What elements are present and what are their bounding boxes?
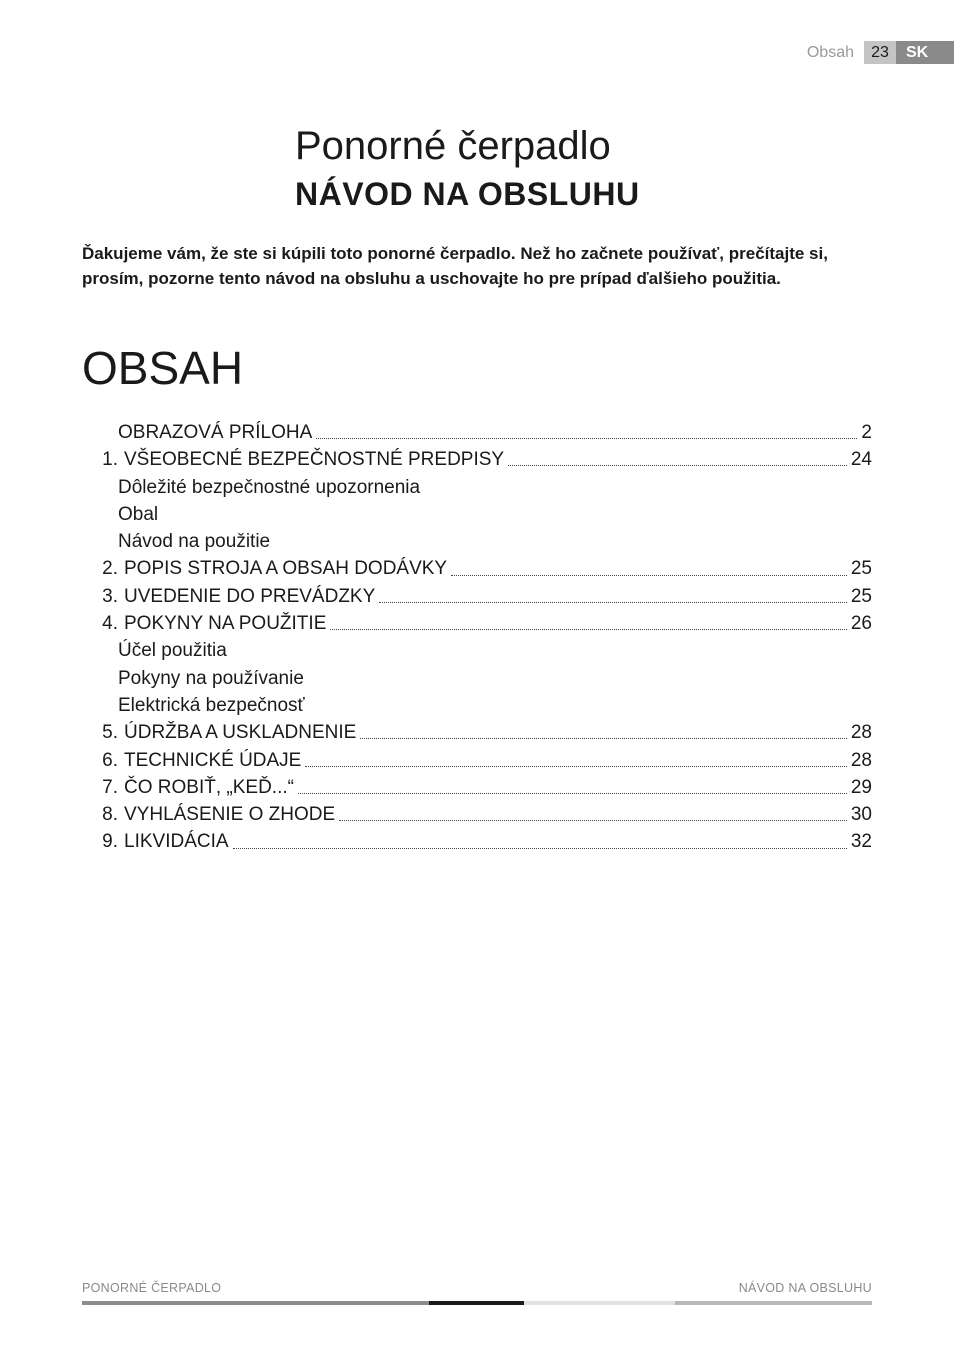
- toc-item-page: 2: [861, 422, 872, 443]
- toc-item: [82, 501, 872, 528]
- footer-bar: [82, 1301, 872, 1305]
- toc-item-number: 9.: [102, 831, 118, 853]
- toc-item-title: Pokyny na používanie: [118, 667, 304, 689]
- toc-item-number: 3.: [102, 585, 118, 607]
- toc-item: [82, 801, 872, 828]
- toc-item: [82, 610, 872, 637]
- toc-item: [82, 555, 872, 582]
- toc-item-title: LIKVIDÁCIA: [124, 831, 229, 853]
- toc-item: [82, 474, 872, 501]
- page-header-tab: [807, 41, 954, 64]
- toc-item-page: 29: [850, 776, 872, 798]
- toc-item: [82, 828, 872, 855]
- toc-item-title: Návod na použitie: [118, 531, 271, 553]
- toc-item-page: 30: [850, 804, 872, 826]
- toc-item-page: 24: [850, 449, 872, 471]
- footer-manual-name: NÁVOD NA OBSLUHU: [738, 1281, 872, 1295]
- toc-item: [82, 446, 872, 473]
- page-footer: [82, 1281, 872, 1295]
- toc-item: [82, 637, 872, 664]
- toc-item-number: 6.: [102, 749, 118, 771]
- toc-item-page: 25: [850, 585, 872, 607]
- toc-item: [82, 583, 872, 610]
- footer-bar-segment: [429, 1301, 524, 1305]
- toc-item-page: 25: [850, 558, 872, 580]
- toc-item: [82, 774, 872, 801]
- toc-dot-leader: [298, 793, 847, 794]
- toc-dot-leader: [330, 629, 846, 630]
- toc-dot-leader: [508, 465, 847, 466]
- toc-item: [82, 419, 872, 446]
- intro-paragraph: Ďakujeme vám, že ste si kúpili toto ponorné čerpadlo. Než ho začnete používať, prečítajte si, prosím, pozorne tento návod na obsluhu a uschovajte ho pre prípad ďalšieho použitia.: [82, 244, 828, 288]
- toc-item-number: 7.: [102, 776, 118, 798]
- toc-dot-leader: [339, 820, 847, 821]
- header-section-label: Obsah: [806, 43, 854, 61]
- toc-item-title: POKYNY NA POUŽITIE: [124, 613, 327, 635]
- toc-item-number: 2.: [102, 558, 118, 580]
- toc-item-title: Elektrická bezpečnosť: [118, 694, 305, 716]
- toc-dot-leader: [379, 602, 847, 603]
- toc-item-title: Obal: [118, 503, 159, 525]
- toc-heading: OBSAH: [82, 342, 244, 394]
- toc-item: [82, 528, 872, 555]
- toc-item-number: 5.: [102, 722, 118, 744]
- toc-item-title: VŠEOBECNÉ BEZPEČNOSTNÉ PREDPISY: [124, 449, 505, 471]
- toc-dot-leader: [233, 848, 847, 849]
- toc-dot-leader: [316, 438, 857, 439]
- toc-dot-leader: [451, 575, 847, 576]
- footer-bar-segment: [82, 1301, 429, 1305]
- toc-item-title: POPIS STROJA A OBSAH DODÁVKY: [124, 558, 448, 580]
- toc-item-page: 32: [850, 831, 872, 853]
- title-block: [295, 122, 640, 218]
- header-language-code: SK: [896, 41, 954, 64]
- toc-item-title: OBRAZOVÁ PRÍLOHA: [118, 422, 313, 443]
- toc-item-number: 1.: [102, 449, 118, 471]
- footer-bar-segment: [675, 1301, 872, 1305]
- toc-item-number: 8.: [102, 804, 118, 826]
- toc-item-title: ÚDRŽBA A USKLADNENIE: [124, 722, 357, 744]
- toc-item-title: ČO ROBIŤ, „KEĎ...“: [124, 776, 294, 798]
- toc-item-title: Účel použitia: [118, 640, 227, 662]
- footer-product-name: PONORNÉ ČERPADLO: [82, 1281, 222, 1295]
- toc-item-title: VYHLÁSENIE O ZHODE: [124, 804, 336, 826]
- toc-item: [82, 692, 872, 719]
- toc-item-page: 28: [850, 749, 872, 771]
- toc-dot-leader: [360, 738, 847, 739]
- toc-item-number: 4.: [102, 613, 118, 635]
- product-title: Ponorné čerpadlo: [295, 124, 611, 168]
- footer-bar-segment: [524, 1301, 675, 1305]
- toc-item: [82, 747, 872, 774]
- toc-dot-leader: [305, 766, 847, 767]
- manual-title: NÁVOD NA OBSLUHU: [295, 176, 640, 212]
- toc-item-page: 26: [850, 613, 872, 635]
- toc-item-page: 28: [850, 722, 872, 744]
- header-page-number: 23: [864, 41, 896, 64]
- toc-item-title: Dôležité bezpečnostné upozornenia: [118, 476, 421, 498]
- toc-item: [82, 719, 872, 746]
- toc-item: [82, 665, 872, 692]
- toc-item-title: TECHNICKÉ ÚDAJE: [124, 749, 302, 771]
- table-of-contents: [82, 419, 872, 856]
- toc-item-title: UVEDENIE DO PREVÁDZKY: [124, 585, 376, 607]
